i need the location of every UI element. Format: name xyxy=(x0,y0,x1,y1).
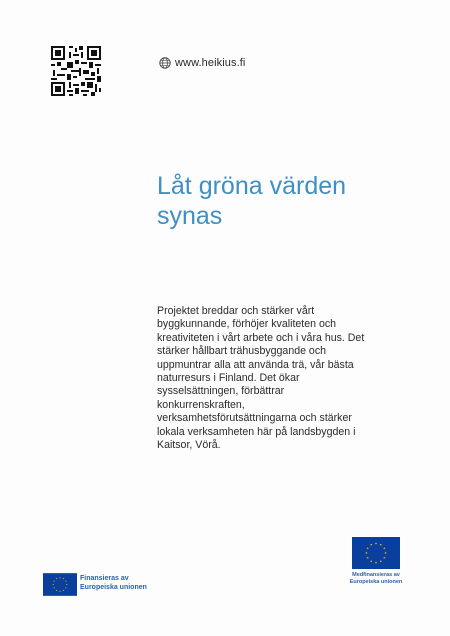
body-line: stärker hållbart trähusbyggande och xyxy=(157,345,327,358)
eu-funding-caption xyxy=(80,574,147,592)
title-line-1: Låt gröna värden xyxy=(157,172,347,200)
caption-line: Europeiska unionen xyxy=(80,584,147,591)
body-paragraph xyxy=(157,305,379,452)
website-link[interactable] xyxy=(159,57,245,69)
body-line: Projektet breddar och stärker vårt xyxy=(157,305,315,317)
caption-line: Finansieras av xyxy=(80,575,129,582)
qr-code-icon xyxy=(51,46,101,96)
globe-icon xyxy=(159,57,171,69)
body-line: kreativiteten i vårt arbete och i våra hus. Det xyxy=(157,331,365,344)
body-line: uppmuntrar alla att använda trä, vår bästa xyxy=(157,358,354,371)
eu-flag-icon xyxy=(352,537,400,569)
body-line: verksamhetsförutsättningarna och stärker xyxy=(157,412,352,425)
eu-cofunding-caption xyxy=(344,572,408,586)
body-line: sysselsättningen, förbättrar xyxy=(157,385,285,398)
eu-flag-icon xyxy=(43,573,77,596)
caption-line: Medfinansieras av xyxy=(352,572,400,578)
website-url[interactable]: www.heikius.fi xyxy=(175,57,246,69)
body-line: konkurrenskraften, xyxy=(157,398,245,411)
body-line: lokala verksamheten här på landsbygden i xyxy=(157,425,356,438)
page-title xyxy=(157,171,417,231)
body-line: naturresurs i Finland. Det ökar xyxy=(157,372,300,385)
title-line-2: synas xyxy=(157,202,223,230)
body-line: Kaitsor, Vörå. xyxy=(157,439,221,452)
body-line: byggkunnande, förhöjer kvaliteten och xyxy=(157,318,337,331)
caption-line: Europeiska unionen xyxy=(349,579,403,585)
